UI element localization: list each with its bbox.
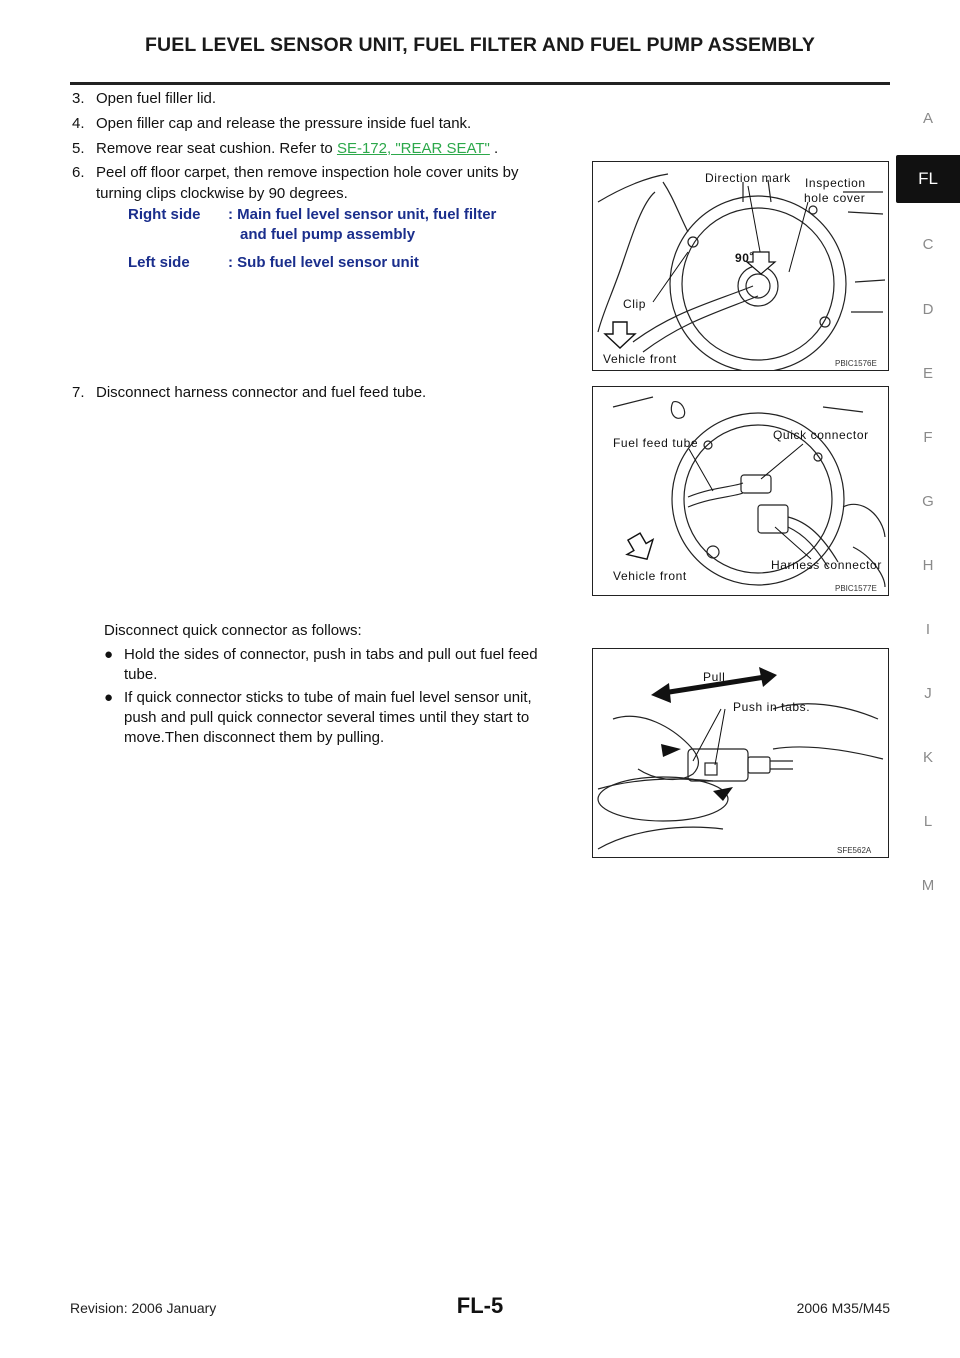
table-row [128, 253, 496, 281]
page-number: FL-5 [456, 1293, 504, 1318]
step-6: 6. Peel off floor carpet, then remove inspection hole cover units by turning clips clockwise by 90 degrees. [72, 164, 519, 202]
step-4: 4. Open filler cap and release the pressure inside fuel tank. [72, 115, 472, 132]
label-vehicle-front: Vehicle front [603, 352, 677, 366]
label-push-tabs: Push in tabs. [733, 700, 811, 714]
inspection-hole-illustration [593, 162, 888, 370]
spec-key-left: Left side [128, 254, 190, 271]
label-fuel-feed-tube: Fuel feed tube [613, 436, 699, 450]
figure-quick-connector-release [592, 648, 889, 858]
index-tab-k[interactable]: K [922, 749, 933, 766]
bullet-dot-icon: ● [104, 646, 114, 663]
bullet-item-1: ● Hold the sides of connector, push in tabs and pull out fuel feed tube. [104, 646, 538, 683]
label-direction-mark: Direction mark [705, 171, 791, 185]
step-5: 5. Remove rear seat cushion. Refer to SE-172, "REAR SEAT" . [72, 140, 499, 157]
index-tab-c[interactable]: C [922, 236, 934, 253]
table-row [128, 205, 496, 253]
model-year: 2006 M35/M45 [796, 1300, 890, 1316]
index-tab-a[interactable]: A [922, 110, 933, 127]
label-inspection-1: Inspection [805, 176, 866, 190]
step-7: 7. Disconnect harness connector and fuel feed tube. [72, 384, 427, 401]
index-tab-fl-active[interactable]: FL [896, 155, 960, 203]
index-tab-i[interactable]: I [925, 621, 931, 638]
spec-value-left: : Sub fuel level sensor unit [228, 254, 419, 271]
bullet-item-2: ● If quick connector sticks to tube of main fuel level sensor unit, push and pull quick connector several times until they start to move.Then disconnect them by pulling. [104, 689, 532, 746]
figure-code: SFE562A [837, 846, 872, 855]
spec-value-right: : Main fuel level sensor unit, fuel filter and fuel pump assembly [228, 206, 497, 243]
rear-seat-link[interactable]: SE-172, "REAR SEAT" [336, 140, 490, 157]
index-tab-f[interactable]: F [923, 429, 933, 446]
index-tab-j[interactable]: J [924, 685, 932, 702]
label-vehicle-front: Vehicle front [613, 569, 687, 583]
fuel-feed-tube-illustration [593, 387, 888, 595]
bullet-dot-icon: ● [104, 689, 114, 706]
label-pull: Pull [703, 670, 726, 684]
label-quick-connector: Quick connector [773, 428, 869, 442]
figure-inspection-hole-cover [592, 161, 889, 371]
page-title: FUEL LEVEL SENSOR UNIT, FUEL FILTER AND FUEL PUMP ASSEMBLY [145, 34, 815, 56]
index-tab-e[interactable]: E [922, 365, 933, 382]
figure-code: PBIC1577E [835, 584, 877, 593]
label-angle: 90˚ [735, 251, 755, 265]
label-inspection-2: hole cover [804, 191, 866, 205]
index-tab-l[interactable]: L [923, 813, 933, 830]
label-harness-connector: Harness connector [771, 558, 882, 572]
spec-key-right: Right side [128, 206, 201, 223]
quick-connector-illustration [593, 649, 888, 857]
revision-date: Revision: 2006 January [70, 1300, 217, 1316]
label-clip: Clip [623, 297, 647, 311]
figure-fuel-feed-tube [592, 386, 889, 596]
index-tab-h[interactable]: H [922, 557, 934, 574]
step-3: 3. Open fuel filler lid. [72, 90, 217, 107]
figure-code: PBIC1576E [835, 359, 877, 368]
title-rule [70, 82, 890, 85]
index-tab-m[interactable]: M [921, 877, 935, 894]
quick-connector-intro: Disconnect quick connector as follows: [104, 622, 362, 639]
index-tab-g[interactable]: G [922, 493, 934, 510]
side-spec-table [128, 205, 496, 281]
index-tab-d[interactable]: D [922, 301, 934, 318]
